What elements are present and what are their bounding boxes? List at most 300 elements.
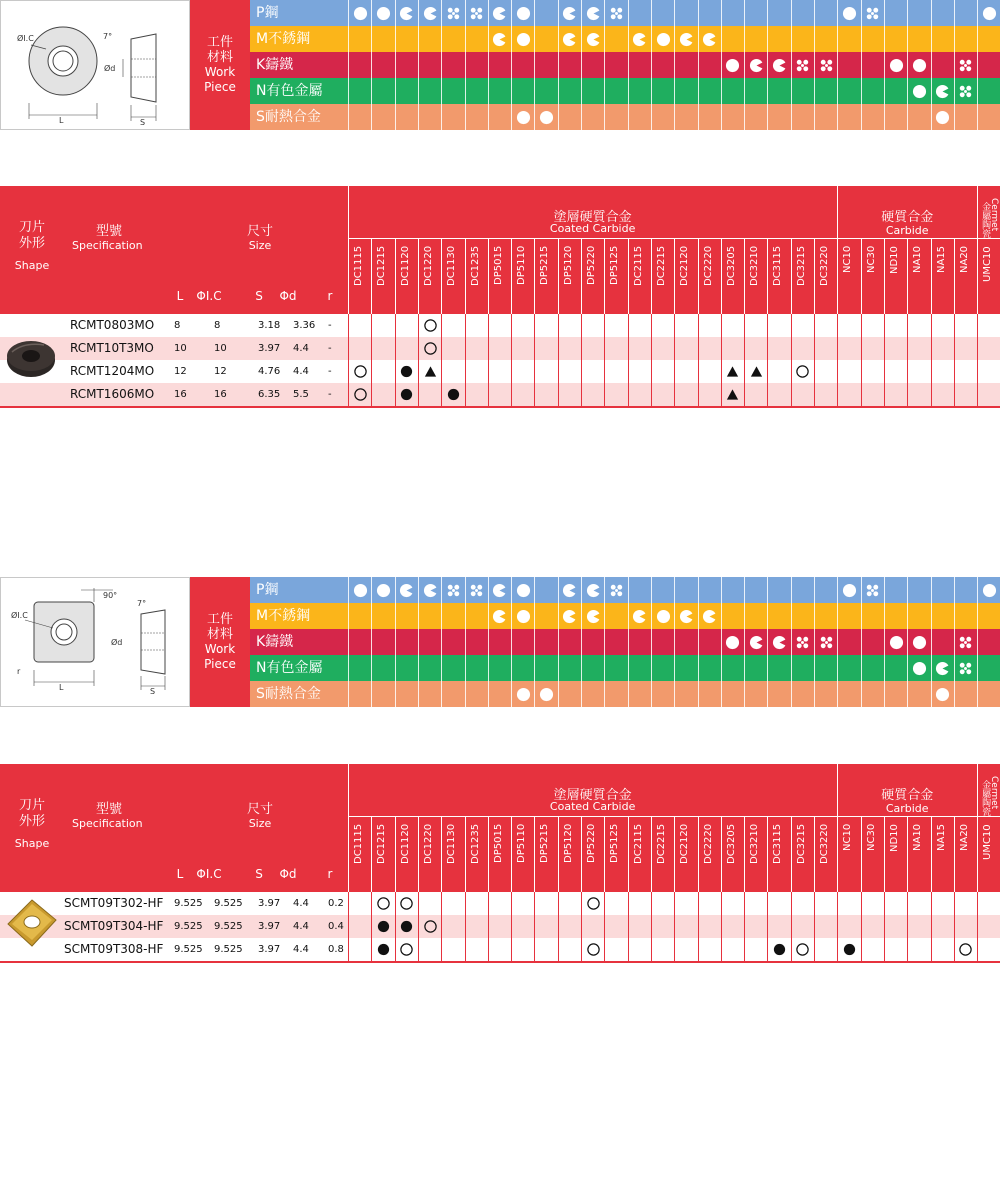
header-col-divider bbox=[884, 238, 885, 314]
mark-circle-icon bbox=[376, 896, 391, 911]
material-cell bbox=[791, 78, 814, 104]
material-cell bbox=[791, 52, 814, 78]
header-col-divider bbox=[837, 764, 838, 892]
suitability-full-icon bbox=[353, 6, 368, 21]
suitability-full-icon bbox=[539, 110, 554, 125]
material-cell bbox=[371, 78, 394, 104]
material-cell bbox=[884, 52, 907, 78]
grade-dp5120: DP5120 bbox=[562, 246, 574, 286]
material-cell bbox=[767, 681, 790, 707]
material-cell bbox=[651, 0, 674, 26]
material-cell bbox=[418, 629, 441, 655]
suitability-c-icon bbox=[399, 6, 414, 21]
grade-cell bbox=[931, 915, 954, 938]
grade-cell bbox=[511, 892, 534, 915]
material-cell bbox=[674, 104, 697, 130]
grade-cell bbox=[884, 360, 907, 383]
material-cell bbox=[884, 629, 907, 655]
material-cell bbox=[884, 0, 907, 26]
scmt-insert-photo bbox=[4, 896, 60, 952]
material-cell bbox=[977, 603, 1000, 629]
r-cell: - bbox=[328, 320, 332, 331]
mark-dot-icon bbox=[399, 919, 414, 934]
grade-cell bbox=[744, 314, 767, 337]
material-cell bbox=[604, 655, 627, 681]
grade-cell bbox=[674, 337, 697, 360]
grade-dp5120: DP5120 bbox=[562, 824, 574, 864]
grade-cell bbox=[534, 337, 557, 360]
grade-cell bbox=[744, 383, 767, 406]
d-cell: 4.4 bbox=[293, 921, 309, 932]
material-name: N有色金屬 bbox=[256, 660, 323, 676]
material-cell bbox=[581, 681, 604, 707]
material-cell bbox=[814, 577, 837, 603]
diagram2-ic-label: ØI.C bbox=[11, 611, 28, 620]
grade-cell bbox=[791, 915, 814, 938]
grade-cell bbox=[884, 383, 907, 406]
suitability-full-icon bbox=[982, 583, 997, 598]
suitability-c-icon bbox=[492, 6, 507, 21]
material-cell bbox=[814, 681, 837, 707]
carbide-en: Carbide bbox=[885, 802, 929, 815]
diagram2-angle-label: 7° bbox=[137, 599, 147, 608]
material-cell bbox=[465, 655, 488, 681]
material-cell bbox=[954, 52, 977, 78]
table-row bbox=[0, 383, 1000, 406]
suitability-full-icon bbox=[889, 635, 904, 650]
material-cell bbox=[441, 681, 464, 707]
material-cell bbox=[954, 0, 977, 26]
grade-cell bbox=[744, 915, 767, 938]
grade-cell bbox=[511, 383, 534, 406]
material-cell bbox=[791, 0, 814, 26]
grade-cell bbox=[395, 360, 418, 383]
coated-en: Coated Carbide bbox=[549, 222, 636, 235]
material-cell bbox=[395, 603, 418, 629]
grade-cell bbox=[628, 360, 651, 383]
grade-cell bbox=[954, 314, 977, 337]
material-row-n bbox=[250, 78, 1000, 104]
material-cell bbox=[348, 26, 371, 52]
dim-header-0: L bbox=[176, 867, 184, 881]
material-cell bbox=[674, 78, 697, 104]
model-cell: RCMT1606MO bbox=[70, 387, 155, 401]
material-name: P鋼 bbox=[256, 582, 279, 598]
spec-zh: 型號 bbox=[96, 224, 123, 239]
header-col-divider bbox=[931, 816, 932, 892]
suitability-full-icon bbox=[912, 84, 927, 99]
size-zh: 尺寸 bbox=[246, 802, 273, 817]
cermet-zh: 金屬陶瓷 bbox=[980, 780, 991, 816]
material-cell bbox=[907, 26, 930, 52]
grade-cell bbox=[767, 938, 790, 961]
shape-zh1: 刀片 bbox=[18, 220, 45, 235]
grade-dc2215: DC2215 bbox=[655, 246, 667, 287]
grade-cell bbox=[558, 337, 581, 360]
grade-cell bbox=[628, 337, 651, 360]
header-col-divider bbox=[395, 238, 396, 314]
suitability-full-icon bbox=[353, 583, 368, 598]
work-piece-panel-square bbox=[0, 577, 1000, 707]
material-cell bbox=[698, 26, 721, 52]
grade-cell bbox=[861, 383, 884, 406]
mark-tri-icon bbox=[749, 364, 764, 379]
header-col-divider bbox=[861, 238, 862, 314]
grade-cell bbox=[488, 938, 511, 961]
grade-cell bbox=[651, 314, 674, 337]
grade-cell bbox=[418, 314, 441, 337]
grade-cell bbox=[581, 360, 604, 383]
grade-dc1215: DC1215 bbox=[376, 824, 388, 865]
dim-header-2: S bbox=[255, 867, 263, 881]
dim-header-4: r bbox=[327, 867, 333, 881]
grade-dc3220: DC3220 bbox=[819, 246, 830, 287]
grade-cell bbox=[931, 360, 954, 383]
shape-en: Shape bbox=[14, 837, 50, 850]
material-cell bbox=[534, 681, 557, 707]
material-cell bbox=[651, 78, 674, 104]
L-cell: 10 bbox=[174, 343, 187, 354]
header-col-divider bbox=[441, 238, 442, 314]
grade-cell bbox=[465, 915, 488, 938]
table-bottom-rule bbox=[0, 961, 1000, 963]
ic-cell: 10 bbox=[214, 343, 227, 354]
material-cell bbox=[511, 26, 534, 52]
material-cell bbox=[418, 78, 441, 104]
material-name: K鑄鐵 bbox=[256, 57, 294, 73]
grade-dc1120: DC1120 bbox=[399, 824, 411, 865]
material-cell bbox=[837, 681, 860, 707]
material-cell bbox=[698, 577, 721, 603]
material-cell bbox=[395, 52, 418, 78]
material-cell bbox=[418, 52, 441, 78]
round-insert-diagram bbox=[0, 0, 190, 130]
material-name: M不銹鋼 bbox=[256, 608, 311, 624]
material-cell bbox=[861, 655, 884, 681]
material-cell bbox=[931, 629, 954, 655]
material-cell bbox=[954, 78, 977, 104]
material-cell bbox=[744, 655, 767, 681]
grade-cell bbox=[977, 938, 1000, 961]
material-cell bbox=[698, 78, 721, 104]
material-row-p bbox=[250, 577, 1000, 603]
dim-header-2: S bbox=[255, 289, 263, 303]
cermet-en: Cermet bbox=[989, 198, 1000, 232]
header-col-divider bbox=[488, 816, 489, 892]
grade-cell bbox=[837, 383, 860, 406]
suitability-c-icon bbox=[586, 6, 601, 21]
suitability-c-icon bbox=[935, 84, 950, 99]
suitability-full-icon bbox=[539, 687, 554, 702]
material-cell bbox=[977, 52, 1000, 78]
header-col-divider bbox=[837, 186, 838, 314]
header-col-divider bbox=[907, 238, 908, 314]
material-cell bbox=[721, 603, 744, 629]
grade-cell bbox=[511, 938, 534, 961]
size-en: Size bbox=[248, 817, 272, 830]
grade-dc2115: DC2115 bbox=[632, 246, 644, 287]
d-cell: 4.4 bbox=[293, 366, 309, 377]
grade-dc1215: DC1215 bbox=[376, 246, 388, 287]
grade-cell bbox=[907, 360, 930, 383]
mark-dot-icon bbox=[399, 387, 414, 402]
grade-cell bbox=[861, 337, 884, 360]
material-cell bbox=[628, 603, 651, 629]
grade-cell bbox=[511, 314, 534, 337]
grade-cell bbox=[977, 337, 1000, 360]
material-cell bbox=[465, 26, 488, 52]
material-cell bbox=[721, 26, 744, 52]
d-cell: 3.36 bbox=[293, 320, 316, 331]
material-cell bbox=[581, 52, 604, 78]
grade-na15: NA15 bbox=[935, 824, 947, 852]
material-cell bbox=[441, 78, 464, 104]
material-cell bbox=[534, 603, 557, 629]
suitability-c-icon bbox=[492, 32, 507, 47]
suitability-full-icon bbox=[912, 661, 927, 676]
material-cell bbox=[395, 577, 418, 603]
suitability-c-icon bbox=[772, 58, 787, 73]
material-cell bbox=[837, 629, 860, 655]
material-cell bbox=[954, 681, 977, 707]
material-cell bbox=[418, 104, 441, 130]
suitability-c-icon bbox=[702, 32, 717, 47]
label-en2: Piece bbox=[204, 80, 236, 94]
material-cell bbox=[348, 0, 371, 26]
header-col-divider bbox=[371, 238, 372, 314]
grade-cell bbox=[814, 337, 837, 360]
ic-cell: 12 bbox=[214, 366, 227, 377]
grade-cell bbox=[441, 915, 464, 938]
grade-nc30: NC30 bbox=[865, 246, 877, 274]
material-cell bbox=[371, 26, 394, 52]
grade-dc3115: DC3115 bbox=[772, 824, 784, 865]
material-cell bbox=[348, 655, 371, 681]
material-cell bbox=[488, 52, 511, 78]
material-cell bbox=[791, 681, 814, 707]
grade-cell bbox=[907, 915, 930, 938]
material-cell bbox=[674, 52, 697, 78]
material-cell bbox=[884, 655, 907, 681]
grade-cell bbox=[581, 915, 604, 938]
grade-cell bbox=[604, 314, 627, 337]
r-cell: - bbox=[328, 343, 332, 354]
header-col-divider bbox=[954, 238, 955, 314]
suitability-full-icon bbox=[842, 583, 857, 598]
S-cell: 3.97 bbox=[258, 921, 281, 932]
grade-cell bbox=[604, 938, 627, 961]
material-cell bbox=[604, 603, 627, 629]
material-cell bbox=[977, 629, 1000, 655]
material-cell bbox=[628, 655, 651, 681]
S-cell: 3.97 bbox=[258, 343, 281, 354]
material-cell bbox=[558, 0, 581, 26]
grade-nc30: NC30 bbox=[865, 824, 877, 852]
grade-dp5215: DP5215 bbox=[539, 824, 551, 864]
material-cell bbox=[767, 603, 790, 629]
shape-zh1: 刀片 bbox=[18, 798, 45, 813]
header-col-divider bbox=[534, 238, 535, 314]
material-cell bbox=[581, 629, 604, 655]
header-col-divider bbox=[628, 238, 629, 314]
material-row-m bbox=[250, 26, 1000, 52]
material-cell bbox=[744, 629, 767, 655]
material-cell bbox=[814, 603, 837, 629]
header-col-divider bbox=[791, 816, 792, 892]
L-cell: 8 bbox=[174, 320, 181, 331]
grade-cell bbox=[651, 360, 674, 383]
grade-dp5125: DP5125 bbox=[609, 824, 621, 864]
suitability-c-icon bbox=[749, 58, 764, 73]
grade-cell bbox=[931, 892, 954, 915]
header-col-divider bbox=[395, 816, 396, 892]
mark-circle-icon bbox=[958, 942, 973, 957]
grade-cell bbox=[488, 360, 511, 383]
material-cell bbox=[861, 104, 884, 130]
grade-cell bbox=[558, 938, 581, 961]
grade-cell bbox=[558, 360, 581, 383]
grade-cell bbox=[628, 915, 651, 938]
material-cell bbox=[744, 603, 767, 629]
grade-cell bbox=[581, 892, 604, 915]
grade-cell bbox=[371, 383, 394, 406]
grade-cell bbox=[395, 915, 418, 938]
grade-cell bbox=[884, 915, 907, 938]
header-col-divider bbox=[931, 238, 932, 314]
grade-cell bbox=[581, 314, 604, 337]
r-cell: - bbox=[328, 389, 332, 400]
material-cell bbox=[604, 26, 627, 52]
table-row bbox=[0, 915, 1000, 938]
material-cell bbox=[907, 0, 930, 26]
suitability-full-icon bbox=[842, 6, 857, 21]
material-cell bbox=[721, 78, 744, 104]
material-cell bbox=[628, 577, 651, 603]
mark-circle-icon bbox=[795, 364, 810, 379]
grade-cell bbox=[814, 938, 837, 961]
suitability-c-icon bbox=[399, 583, 414, 598]
material-cell bbox=[395, 681, 418, 707]
material-cell bbox=[744, 52, 767, 78]
header-col-divider bbox=[977, 186, 978, 314]
material-cell bbox=[721, 629, 744, 655]
label-en2: Piece bbox=[204, 657, 236, 671]
suitability-c-icon bbox=[423, 583, 438, 598]
material-cell bbox=[395, 655, 418, 681]
grade-cell bbox=[441, 337, 464, 360]
material-cell bbox=[674, 26, 697, 52]
grade-cell bbox=[721, 938, 744, 961]
grade-cell bbox=[488, 383, 511, 406]
grade-na20: NA20 bbox=[958, 246, 970, 274]
grade-cell bbox=[814, 314, 837, 337]
material-cell bbox=[441, 629, 464, 655]
grade-cell bbox=[488, 314, 511, 337]
suitability-dots-icon bbox=[795, 635, 810, 650]
grade-cell bbox=[791, 360, 814, 383]
material-cell bbox=[814, 78, 837, 104]
grade-dc1220: DC1220 bbox=[422, 246, 434, 287]
material-cell bbox=[814, 629, 837, 655]
suitability-c-icon bbox=[679, 609, 694, 624]
material-cell bbox=[418, 603, 441, 629]
material-cell bbox=[511, 78, 534, 104]
header-col-divider bbox=[698, 816, 699, 892]
mark-circle-icon bbox=[795, 942, 810, 957]
grade-cell bbox=[465, 337, 488, 360]
ic-cell: 9.525 bbox=[214, 944, 243, 955]
spec-en: Specification bbox=[72, 817, 143, 830]
grade-cell bbox=[674, 314, 697, 337]
material-cell bbox=[884, 681, 907, 707]
grade-cell bbox=[861, 938, 884, 961]
grade-na15: NA15 bbox=[935, 246, 947, 274]
header-col-divider bbox=[698, 238, 699, 314]
suitability-full-icon bbox=[516, 687, 531, 702]
material-cell bbox=[698, 0, 721, 26]
material-cell bbox=[931, 603, 954, 629]
material-cell bbox=[651, 603, 674, 629]
material-cell bbox=[348, 52, 371, 78]
S-cell: 3.97 bbox=[258, 944, 281, 955]
header-col-divider bbox=[581, 238, 582, 314]
grade-cell bbox=[884, 892, 907, 915]
material-cell bbox=[581, 104, 604, 130]
header-col-divider bbox=[954, 816, 955, 892]
material-cell bbox=[674, 681, 697, 707]
header-col-divider bbox=[441, 816, 442, 892]
grade-cell bbox=[837, 360, 860, 383]
material-cell bbox=[907, 655, 930, 681]
material-cell bbox=[465, 0, 488, 26]
coated-zh: 塗層硬質合金 bbox=[553, 210, 632, 225]
suitability-full-icon bbox=[516, 32, 531, 47]
material-cell bbox=[441, 0, 464, 26]
material-cell bbox=[418, 681, 441, 707]
grade-cell bbox=[791, 314, 814, 337]
material-cell bbox=[791, 603, 814, 629]
header-col-divider bbox=[558, 816, 559, 892]
material-cell bbox=[604, 78, 627, 104]
grade-cell bbox=[791, 383, 814, 406]
grade-cell bbox=[651, 892, 674, 915]
suitability-full-icon bbox=[516, 609, 531, 624]
material-cell bbox=[604, 0, 627, 26]
suitability-c-icon bbox=[562, 6, 577, 21]
grade-cell bbox=[371, 915, 394, 938]
material-cell bbox=[628, 78, 651, 104]
grade-cell bbox=[534, 360, 557, 383]
material-cell bbox=[511, 0, 534, 26]
suitability-full-icon bbox=[376, 6, 391, 21]
suitability-dots-icon bbox=[469, 6, 484, 21]
L-cell: 9.525 bbox=[174, 921, 203, 932]
carbide-zh: 硬質合金 bbox=[881, 788, 934, 803]
grade-cell bbox=[628, 383, 651, 406]
suitability-dots-icon bbox=[795, 58, 810, 73]
diagram-d-label: Ød bbox=[104, 64, 116, 73]
material-cell bbox=[371, 603, 394, 629]
suitability-full-icon bbox=[656, 609, 671, 624]
grade-cell bbox=[465, 938, 488, 961]
material-cell bbox=[581, 0, 604, 26]
grade-cell bbox=[861, 892, 884, 915]
material-cell bbox=[534, 78, 557, 104]
grade-dc1115: DC1115 bbox=[353, 246, 364, 287]
grade-dc3215: DC3215 bbox=[795, 246, 807, 287]
material-cell bbox=[791, 655, 814, 681]
grade-cell bbox=[534, 938, 557, 961]
